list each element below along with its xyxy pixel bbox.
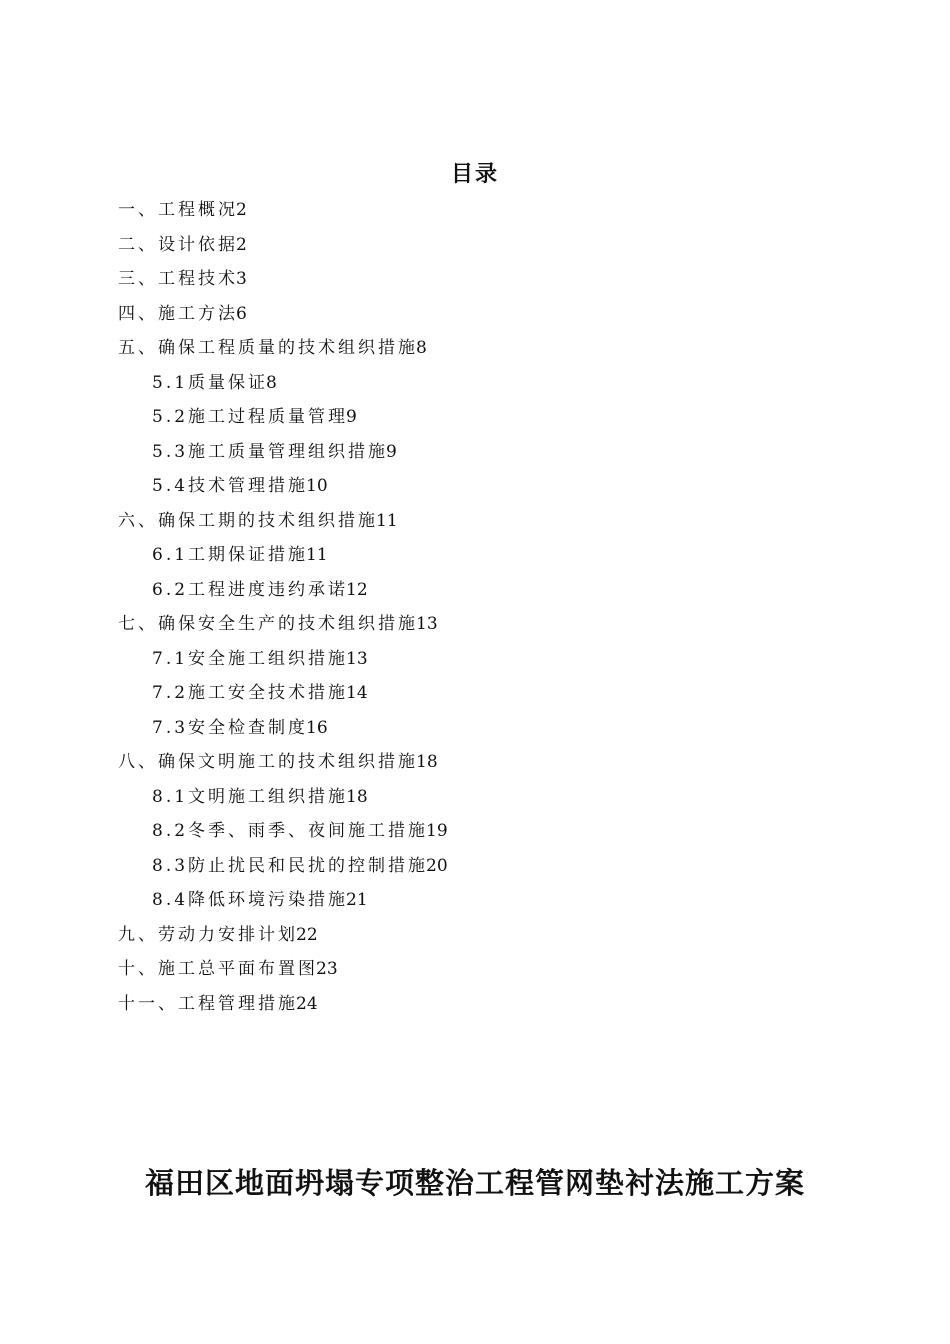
toc-entry[interactable] xyxy=(118,370,818,405)
table-of-contents xyxy=(118,197,818,1025)
toc-entry-page-number: 6 xyxy=(236,303,247,324)
toc-entry-text: 5.2施工过程质量管理 xyxy=(152,407,349,427)
toc-entry-text: 八、确保文明施工的技术组织措施 xyxy=(118,752,418,772)
toc-entry-page-number: 16 xyxy=(306,717,328,738)
toc-entry-text: 8.2冬季、雨季、夜间施工措施 xyxy=(152,821,429,841)
toc-entry-page-number: 13 xyxy=(346,648,368,669)
toc-entry-text: 8.4降低环境污染措施 xyxy=(152,890,349,910)
toc-entry-text: 7.2施工安全技术措施 xyxy=(152,683,349,703)
toc-entry-page-number: 11 xyxy=(306,545,328,565)
toc-entry[interactable] xyxy=(118,197,818,232)
toc-entry-text: 九、劳动力安排计划 xyxy=(118,924,298,945)
toc-entry-text: 5.1质量保证 xyxy=(152,372,269,393)
toc-entry[interactable] xyxy=(118,473,818,508)
toc-entry[interactable] xyxy=(118,577,818,612)
toc-entry-page-number: 20 xyxy=(426,855,448,876)
toc-entry-page-number: 19 xyxy=(426,821,448,841)
toc-entry[interactable] xyxy=(118,611,818,646)
toc-entry-page-number: 9 xyxy=(386,441,397,462)
toc-entry[interactable] xyxy=(118,853,818,888)
toc-entry-text: 一、工程概况 xyxy=(118,200,238,220)
toc-entry-text: 8.1文明施工组织措施 xyxy=(152,786,349,807)
toc-entry-page-number: 2 xyxy=(236,200,247,220)
document-title: 福田区地面坍塌专项整治工程管网垫衬法施工方案 xyxy=(144,1166,805,1200)
toc-entry-text: 7.3安全检查制度 xyxy=(152,717,309,738)
toc-entry-page-number: 14 xyxy=(346,683,368,703)
toc-entry-text: 二、设计依据 xyxy=(118,234,238,255)
toc-entry[interactable] xyxy=(118,784,818,819)
toc-entry[interactable] xyxy=(118,749,818,784)
toc-entry[interactable] xyxy=(118,301,818,336)
toc-title: 目录 xyxy=(450,161,499,187)
toc-entry[interactable] xyxy=(118,542,818,577)
toc-entry-page-number: 8 xyxy=(266,372,277,393)
toc-entry-text: 十一、工程管理措施 xyxy=(118,993,298,1014)
toc-entry[interactable] xyxy=(118,335,818,370)
toc-entry-text: 五、确保工程质量的技术组织措施 xyxy=(118,338,418,358)
toc-entry-page-number: 3 xyxy=(236,269,247,289)
toc-entry-page-number: 24 xyxy=(296,993,318,1014)
toc-entry-text: 8.3防止扰民和民扰的控制措施 xyxy=(152,855,429,876)
toc-entry[interactable] xyxy=(118,404,818,439)
toc-entry[interactable] xyxy=(118,991,818,1026)
toc-entry[interactable] xyxy=(118,232,818,267)
toc-entry-page-number: 22 xyxy=(296,924,318,945)
toc-entry-page-number: 13 xyxy=(416,614,438,634)
toc-entry[interactable] xyxy=(118,956,818,991)
toc-entry-page-number: 11 xyxy=(376,510,398,531)
toc-entry-text: 七、确保安全生产的技术组织措施 xyxy=(118,614,418,634)
toc-entry-text: 5.4技术管理措施 xyxy=(152,476,309,496)
toc-entry-page-number: 2 xyxy=(236,234,247,255)
toc-entry-page-number: 9 xyxy=(346,407,357,427)
toc-entry[interactable] xyxy=(118,646,818,681)
toc-entry-text: 5.3施工质量管理组织措施 xyxy=(152,441,389,462)
toc-entry[interactable] xyxy=(118,266,818,301)
toc-entry[interactable] xyxy=(118,439,818,474)
toc-entry-text: 四、施工方法 xyxy=(118,303,238,324)
toc-entry-text: 6.2工程进度违约承诺 xyxy=(152,579,349,600)
toc-entry-page-number: 10 xyxy=(306,476,328,496)
toc-entry-page-number: 18 xyxy=(416,752,438,772)
toc-entry[interactable] xyxy=(118,715,818,750)
toc-entry[interactable] xyxy=(118,508,818,543)
toc-entry-page-number: 12 xyxy=(346,579,368,600)
toc-entry-text: 十、施工总平面布置图 xyxy=(118,959,318,979)
toc-entry-page-number: 21 xyxy=(346,890,368,910)
toc-entry-text: 7.1安全施工组织措施 xyxy=(152,648,349,669)
toc-entry[interactable] xyxy=(118,922,818,957)
toc-entry-text: 6.1工期保证措施 xyxy=(152,545,309,565)
toc-entry[interactable] xyxy=(118,680,818,715)
toc-entry-page-number: 23 xyxy=(316,959,338,979)
toc-entry-page-number: 8 xyxy=(416,338,427,358)
toc-entry-text: 六、确保工期的技术组织措施 xyxy=(118,510,378,531)
toc-entry[interactable] xyxy=(118,887,818,922)
toc-entry-text: 三、工程技术 xyxy=(118,269,238,289)
toc-entry-page-number: 18 xyxy=(346,786,368,807)
toc-entry[interactable] xyxy=(118,818,818,853)
